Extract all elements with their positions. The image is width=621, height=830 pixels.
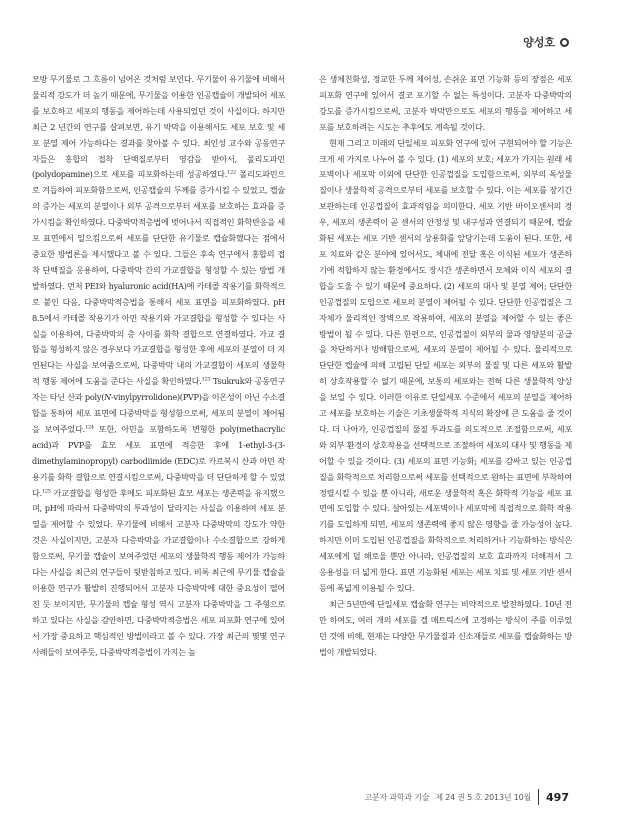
- left-text-c: Tsukruk와 공동연구자는 타닌 산과 poly(: [32, 376, 286, 403]
- citation-123: 123: [201, 376, 211, 383]
- page-number: 497: [546, 790, 569, 804]
- left-column: [32, 72, 285, 661]
- left-text-d: -vinylpyrrolidone)(PVP)을 이온성이 아닌 수소결합을 통하여 세포 표면에 다중박막을 형성함으로써, 세포의 분열이 제어됨을 보여주었다.: [32, 392, 285, 434]
- citation-124: 124: [84, 424, 94, 431]
- italic-n: N: [104, 392, 111, 403]
- right-paragraph-1: 은 생체친화성, 정교한 두께 제어성, 손쉬운 표면 기능화 등의 장점은 세포 피포화 연구에 있어서 결코 포기할 수 없는 특성이다. 고분자 다중박막의 강도를 증가시킴으로써, 고분자 박막만으로도 세포의 행동을 제어하고 세포를 보호하려는 시도는 추후에도 계속될 것이다.: [319, 74, 572, 132]
- left-text-a: 모방 무기물로 그 흐름이 넘어온 것처럼 보인다. 무기물이 유기물에 비해서 물리적 강도가 더 높기 때문에, 무기물을 이용한 인공캡슐이 개발되어 세포를 보호하고 세포의 행동을 제어하는데 사용되었던 것이 사실이다. 하지만 최근 2 년간의 연구를 살펴보면, 유기 박막을 이용해서도 세포 보호 및 세포 분열 제어 가능하다는 결과를 찾아볼 수 있다. 최인성 교수와 공동연구자들은 홍합의 접착 단백질로부터 영감을 받아서, 폴리도파민(polydopamine)으로 세포를 피포화하는데 성공하였다.: [32, 74, 285, 180]
- left-text-f: 가교결합을 형성한 후에도 피포화된 효모 세포는 생존력을 유지했으며, pH에 따라서 다중박막의 투과성이 달라지는 사실을 이용하여 세포 분열을 제어할 수 있었다. 무기물에 비해서 고분자 다중박막의 강도가 약한 것은 사실이지만, 고분자 다층박막을 가교결합이나 수소결합으로 강하게 함으로써, 무기물 캡슐이 보여주었던 세포의 생물학적 행동 제어가 가능하다는 사실을 최근의 연구들이 뒷받침하고 있다. 비록 최근에 무기물 캡슐을 이용한 연구가 활발히 진행되어서 고분자 다층박막에 대한 중요성이 떨어진 듯 보이지만, 무기물의 캡슐 형성 역시 고분자 다중박막을 그 주형으로 하고 있다는 사실을 감안하면, 다중박막적층법은 세포 피포화 연구에 있어서 가장 중요하고 핵심적인 방법이라고 볼 수 있다. 가장 최근의 몇몇 연구 사례들이 보여주듯, 다중박막적층법이 가지는 높: [32, 487, 285, 657]
- left-text-b: 폴리도파민으로 겨듭하여 피포화함으로써, 인공캡슐의 두께를 증가시킬 수 있었고, 캡슐의 증가는 세포의 분열이나 외부 공격으로부터 세포를 보호하는 효과를 증가시킴을 확인하였다. 다중박막적층법에 벗어나서 직접적인 화학반응을 세포 표면에서 일으킴으로써 세포를 단단한 유기물로 캡슐화했다는 점에서 중요한 방법론을 제시했다고 볼 수 있다. 그들은 후속 연구에서 홍합의 접착 단백질을 응용하여, 다중박막 간의 가교결합을 형성할 수 있는 방법 개발하였다. 먼저 PEI와 hyaluronic acid(HA)에 카테콜 작용기를 화학적으로 붙인 다음, 다중박막적층법을 통해서 세포 표면을 피포화하였다. pH 8.5에서 카테콜 작용기가 아민 작용기와 가교결합을 형성할 수 있다는 사실을 이용하여, 다중박막의 층 사이를 화학 결합으로 연결하였다. 가교 결합을 형성하지 않은 경우보다 가교결합을 형성한 후에 세포의 분열이 더 지연된다는 사실을 보여줌으로써, 다중박막 내의 가교결합이 세포의 생물학적 행동 제어에 도움을 준다는 사실을 확인하였다.: [32, 169, 285, 387]
- page-footer: [364, 789, 569, 805]
- ring-bullet-icon: [560, 38, 569, 47]
- citation-122: 122: [227, 169, 236, 176]
- author-name: 양성호: [523, 36, 555, 49]
- page-header: [523, 34, 569, 50]
- issue-info: 제 24 권 5 호 2013년 10월: [435, 792, 532, 802]
- left-text-e: 또한, 아민을 포함하도록 변형한 poly(methacrylic acid)과 PVP를 효모 세포 표면에 적층한 후에 1-ethyl-3-(3-dimethylaminopropyl) carbodiimide (EDC)로 카르복시 산과 아민 작용기를 화학 결합으로 연결시킴으로써, 다중박막을 더 단단하게 할 수 있었다.: [32, 423, 286, 498]
- citation-125: 125: [41, 487, 51, 494]
- right-paragraph-2: 현재 그리고 미래의 단일세포 피포화 연구에 있어 구현되어야 할 기능은 크게 세 가지로 나누어 볼 수 있다. (1) 세포의 보호; 세포가 가지는 원래 세포벽이나 세포막 이외에 단단한 인공껍질을 도입함으로써, 외부의 독성물질이나 생물학적 공격으로부터 세포를 보호할 수 있다. 이는 세포를 장기간 보관하는데 인공껍질이 효과적임을 의미한다. 세포 기반 바이오센서의 경우, 세포의 생존력이 곧 센서의 안정성 및 내구성과 연결되기 때문에, 캡슐화된 세포는 세포 기반 센서의 상용화를 앞당기는데 도움이 된다. 또한, 세포 치료와 같은 분야에 있어서도, 체내에 전달 혹은 이식된 세포가 생존하기에 적합하지 않는 환경에서도 장시간 생존하면서 모체와 이식 세포의 결합을 도울 수 있기 때문에 중요하다. (2) 세포의 대사 및 분열 제어; 단단한 인공껍질의 도입으로 세포의 분열이 제어될 수 있다. 단단한 인공껍질은 그 자체가 물리적인 장벽으로 작용하여, 세포의 분열을 제어할 수 있는 좋은 방법이 될 수 있다. 다른 한편으로, 인공껍질이 외부의 물과 영양분의 공급을 차단하거나 방해함으로써, 세포의 분열이 제어될 수 있다. 물리적으로 단단한 캡슐에 의해 고립된 단일 세포는 외부의 물질 및 다른 세포와 활발히 상호작용할 수 없기 때문에, 보통의 세포와는 전혀 다른 생물학적 양상을 보일 수 있다. 이러한 이유로 단일세포 수준에서 세포의 분열을 제어하고 세포를 보호하는 기술은 기초생물학적 지식의 확장에 큰 도움을 줄 것이다. 더 나아가, 인공껍질의 물질 투과도를 의도적으로 조절함으로써, 세포와 외부 환경의 상호작용을 선택적으로 조절하여 세포의 대사 및 행동을 제어할 수 있을 것이다. (3) 세포의 표면 기능화; 세포를 감싸고 있는 인공껍질을 화학적으로 처리함으로써 세포를 선택적으로 원하는 표면에 부착하여 정렬시킬 수 있을 뿐 아니라, 새로운 생물학적 혹은 화학적 기능을 세포 표면에 도입할 수 있다. 살아있는 세포벽이나 세포막에 직접적으로 화학 작용기를 도입하게 되면, 세포의 생존력에 좋지 않은 영향을 줄 가능성이 높다. 하지만 이미 도입된 인공껍질을 화학적으로 처리하거나 기능화하는 방식은 세포에게 덜 해로울 뿐만 아니라, 인공껍질의 보호 효과까지 더해져서 그 응용성을 더 넓게 한다. 표면 기능화된 세포는 세포 치료 및 세포 기반 센서 등에 폭넓게 이용될 수 있다.: [319, 137, 572, 593]
- journal-name: 고분자 과학과 기술: [364, 792, 430, 802]
- footer-divider: [538, 789, 539, 805]
- left-paragraph: [32, 72, 285, 661]
- right-column: [319, 72, 572, 661]
- right-paragraph-3: 최근 5년만에 단일세포 캡슐화 연구는 비약적으로 발전하였다. 10년 전만 하여도, 여러 개의 세포를 겔 매트릭스에 고정하는 방식이 주를 이루었던 것에 비해, 현재는 다양한 무기물질과 신소재들로 세포를 캡슐화하는 방법이 개발되었다.: [319, 598, 572, 657]
